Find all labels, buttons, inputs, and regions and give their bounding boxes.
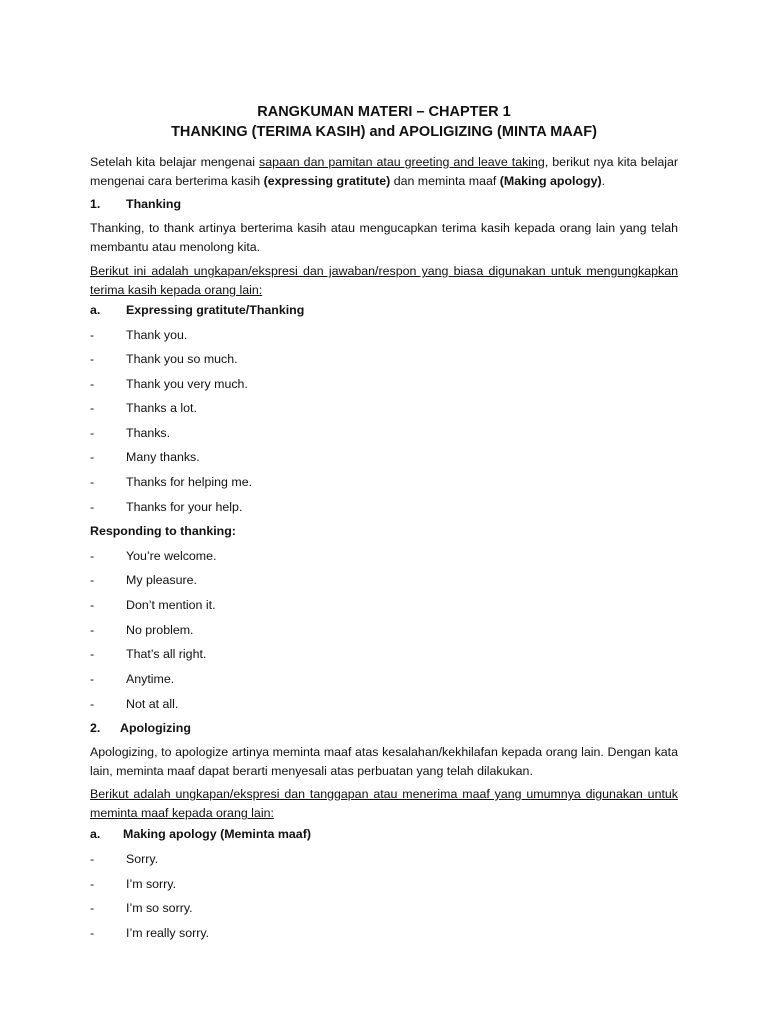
bullet-dash: - — [90, 877, 95, 891]
list-item-text: Sorry. — [126, 852, 159, 866]
bullet-dash: - — [90, 598, 95, 612]
bullet-dash: - — [90, 573, 95, 587]
list-item-text: Not at all. — [126, 697, 179, 711]
list-item-text: Anytime. — [126, 672, 175, 686]
section-2-description: Apologizing, to apologize artinya meminta maaf atas kesalahan/kekhilafan kepada orang lain. Dengan kata lain, meminta maaf dapat berarti menyesali atas perbuatan yang telah dilakukan. — [90, 745, 678, 778]
section-heading: Thanking — [126, 197, 182, 211]
bullet-dash: - — [90, 352, 95, 366]
bullet-dash: - — [90, 475, 95, 489]
subsection-heading: Making apology (Meminta maaf) — [123, 827, 311, 841]
intro-paragraph — [90, 153, 678, 191]
list-item-text: Thanks for your help. — [126, 500, 243, 514]
section-number: 1. — [90, 197, 101, 211]
bullet-dash: - — [90, 647, 95, 661]
list-item-text: Thank you. — [126, 328, 188, 342]
bullet-dash: - — [90, 450, 95, 464]
section-heading: Apologizing — [120, 721, 191, 735]
bullet-dash: - — [90, 623, 95, 637]
list-item-text: Don’t mention it. — [126, 598, 216, 612]
list-item-text: Thanks. — [126, 426, 171, 440]
intro-text: , berikut nya kita belajar mengenai cara berterima kasih — [90, 155, 678, 188]
bullet-dash: - — [90, 401, 95, 415]
bullet-dash: - — [90, 377, 95, 391]
bullet-dash: - — [90, 926, 95, 940]
bullet-dash: - — [90, 901, 95, 915]
section-1-note: Berikut ini adalah ungkapan/ekspresi dan jawaban/respon yang biasa digunakan untuk mengungkapkan terima kasih kepada orang lain: — [90, 264, 678, 297]
bullet-dash: - — [90, 852, 95, 866]
intro-bold-phrase: (Making apology) — [499, 174, 602, 188]
list-item-text: Thank you so much. — [126, 352, 238, 366]
intro-underlined-phrase: sapaan dan pamitan atau greeting and leave taking — [259, 155, 545, 169]
intro-text: dan meminta maaf — [390, 174, 500, 188]
subsection-label: a. — [90, 303, 101, 317]
intro-bold-phrase: (expressing gratitute) — [263, 174, 391, 188]
document-title: RANGKUMAN MATERI – CHAPTER 1 — [257, 104, 511, 120]
section-2-note: Berikut adalah ungkapan/ekspresi dan tanggapan atau menerima maaf yang umumnya digunakan untuk meminta maaf kepada orang lain: — [90, 787, 678, 820]
list-item-text: That’s all right. — [126, 647, 207, 661]
bullet-dash: - — [90, 672, 95, 686]
subsection-label: a. — [90, 827, 101, 841]
bullet-dash: - — [90, 697, 95, 711]
list-item-text: Thanks for helping me. — [126, 475, 253, 489]
responding-heading: Responding to thanking: — [90, 524, 236, 538]
section-1-description: Thanking, to thank artinya berterima kasih atau mengucapkan terima kasih kepada orang lain yang telah membantu atau menolong kita. — [90, 221, 678, 254]
intro-text: Setelah kita belajar mengenai — [90, 155, 260, 169]
list-item-text: I’m so sorry. — [126, 901, 193, 915]
bullet-dash: - — [90, 549, 95, 563]
bullet-dash: - — [90, 426, 95, 440]
list-item-text: I’m sorry. — [126, 877, 177, 891]
list-item-text: Thank you very much. — [126, 377, 248, 391]
section-number: 2. — [90, 721, 101, 735]
bullet-dash: - — [90, 328, 95, 342]
list-item-text: I’m really sorry. — [126, 926, 210, 940]
intro-text: . — [601, 174, 606, 188]
list-item-text: Thanks a lot. — [126, 401, 197, 415]
document-subtitle: THANKING (TERIMA KASIH) and APOLIGIZING (MINTA MAAF) — [171, 124, 597, 140]
list-item-text: No problem. — [126, 623, 194, 637]
subsection-heading: Expressing gratitute/Thanking — [126, 303, 305, 317]
list-item-text: You’re welcome. — [126, 549, 217, 563]
list-item-text: My pleasure. — [126, 573, 197, 587]
bullet-dash: - — [90, 500, 95, 514]
list-item-text: Many thanks. — [126, 450, 200, 464]
